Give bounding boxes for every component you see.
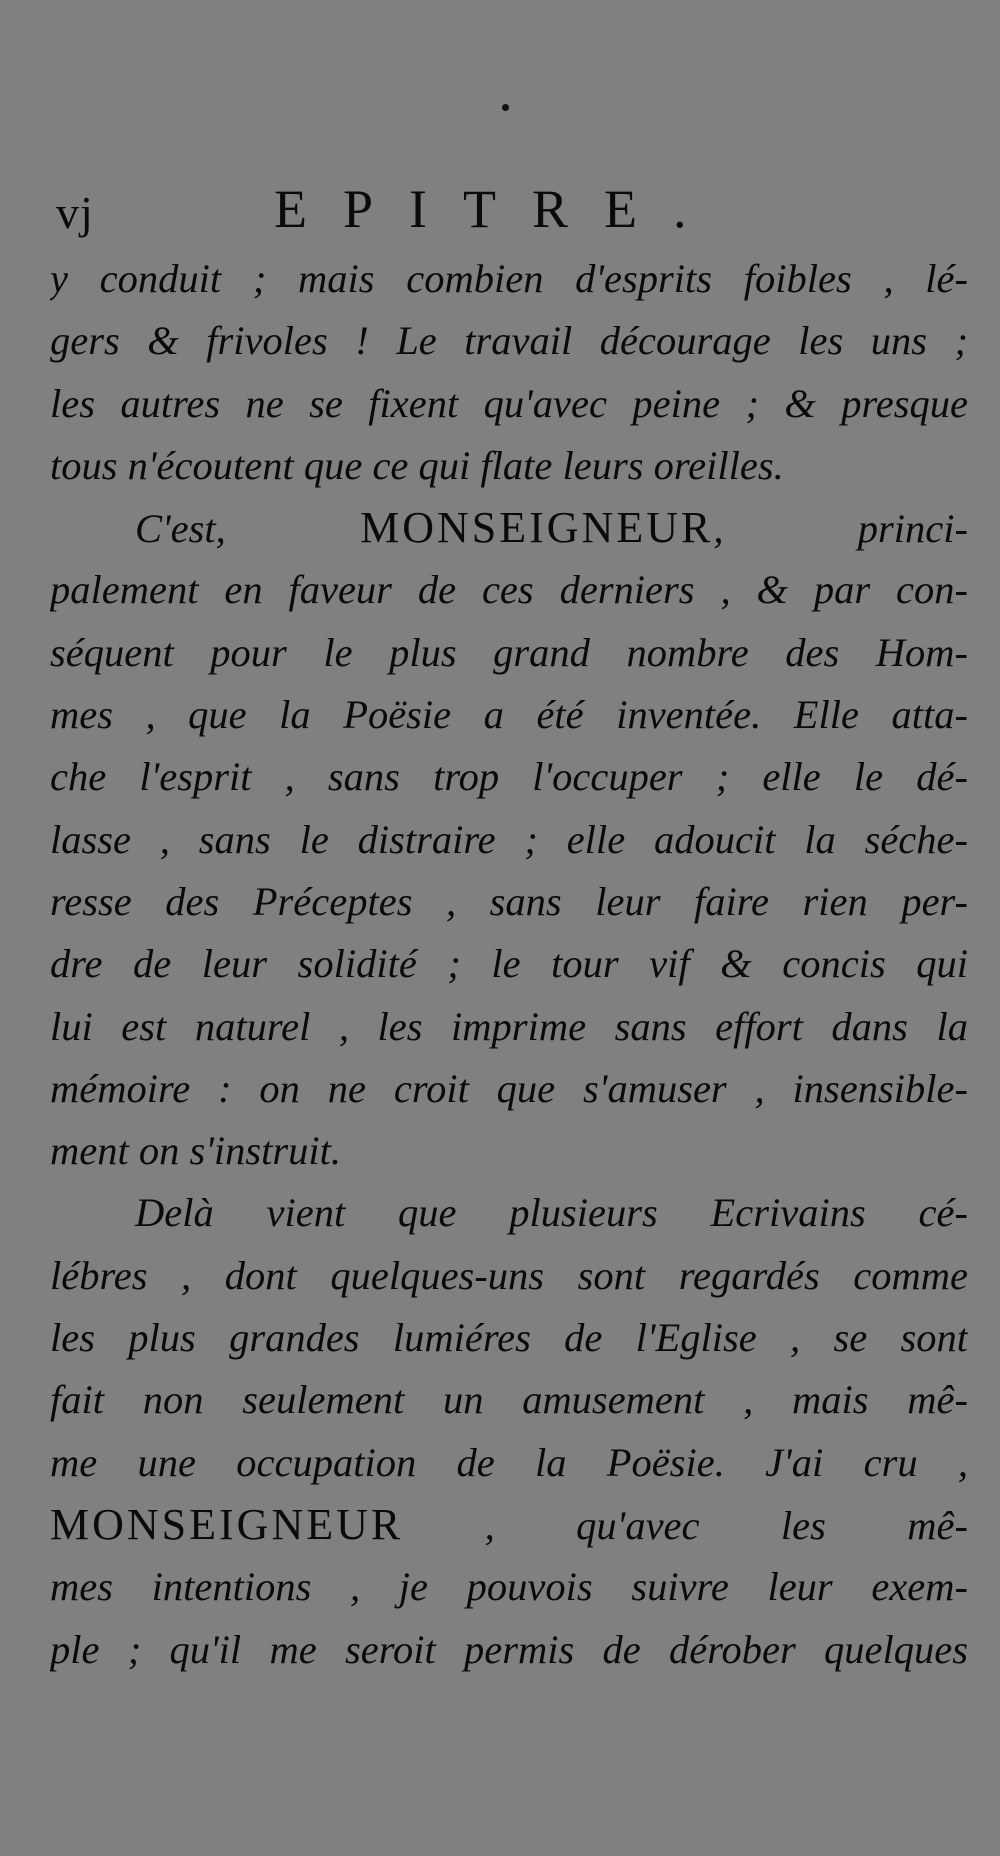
- text-segment: , princi-: [713, 506, 968, 552]
- running-head: [56, 178, 956, 248]
- text-segment: resse des Préceptes , sans leur faire rien per-: [50, 878, 968, 924]
- text-segment: tous n'écoutent que ce qui flate leurs oreilles.: [50, 442, 784, 488]
- text-line: [50, 1058, 968, 1120]
- text-line: [50, 1369, 968, 1431]
- text-line: [50, 1619, 968, 1681]
- text-segment: ment on s'instruit.: [50, 1128, 342, 1174]
- text-segment: les autres ne se fixent qu'avec peine ; & presque: [50, 380, 968, 426]
- text-line: [50, 497, 968, 559]
- text-segment: fait non seulement un amusement , mais mê-: [50, 1377, 968, 1423]
- text-line: [50, 809, 968, 871]
- text-segment: les plus grandes lumiéres de l'Eglise , se sont: [50, 1315, 968, 1361]
- text-line: [50, 684, 968, 746]
- text-segment: y conduit ; mais combien d'esprits foibles , lé-: [50, 256, 968, 301]
- text-segment: séquent pour le plus grand nombre des Hom-: [50, 629, 968, 675]
- page-dot-mark: [502, 104, 509, 111]
- text-segment: che l'esprit , sans trop l'occuper ; elle le dé-: [50, 754, 968, 800]
- text-line: [50, 1556, 968, 1618]
- text-line: [50, 1120, 968, 1182]
- text-segment: mémoire : on ne croit que s'amuser , insensible-: [50, 1065, 968, 1111]
- running-title: EPITRE.: [274, 179, 723, 239]
- text-line: [50, 310, 968, 372]
- text-segment: palement en faveur de ces derniers , & par con-: [50, 567, 968, 613]
- text-line: [50, 1432, 968, 1494]
- text-segment: lui est naturel , les imprime sans effort dans la: [50, 1003, 968, 1049]
- text-segment: mes , que la Poësie a été inventée. Elle atta-: [50, 692, 968, 738]
- text-line: [50, 559, 968, 621]
- text-line: [50, 248, 968, 310]
- text-segment: , qu'avec les mê-: [403, 1502, 968, 1548]
- text-segment: me une occupation de la Poësie. J'ai cru ,: [50, 1439, 968, 1485]
- page-folio: vj: [56, 187, 94, 238]
- text-line: [50, 746, 968, 808]
- text-segment: mes intentions , je pouvois suivre leur exem-: [50, 1564, 968, 1610]
- text-line: [50, 1245, 968, 1307]
- text-line: [50, 1494, 968, 1556]
- text-line: [50, 1307, 968, 1369]
- body-text: [50, 248, 968, 1681]
- text-segment: ple ; qu'il me seroit permis de dérober quelques: [50, 1626, 968, 1672]
- small-caps-address: MONSEIGNEUR: [360, 503, 714, 553]
- text-line: [50, 996, 968, 1058]
- text-segment: lébres , dont quelques-uns sont regardés comme: [50, 1252, 968, 1298]
- small-caps-address: MONSEIGNEUR: [50, 1499, 404, 1549]
- text-segment: Delà vient que plusieurs Ecrivains cé-: [135, 1190, 968, 1236]
- text-line: [50, 622, 968, 684]
- text-line: [50, 1182, 968, 1244]
- text-line: [50, 933, 968, 995]
- text-segment: lasse , sans le distraire ; elle adoucit la séche-: [50, 816, 968, 862]
- text-segment: dre de leur solidité ; le tour vif & concis qui: [50, 941, 968, 987]
- text-line: [50, 871, 968, 933]
- text-segment: C'est,: [135, 506, 361, 552]
- text-line: [50, 373, 968, 435]
- text-segment: gers & frivoles ! Le travail décourage les uns ;: [50, 318, 968, 364]
- text-line: [50, 435, 968, 497]
